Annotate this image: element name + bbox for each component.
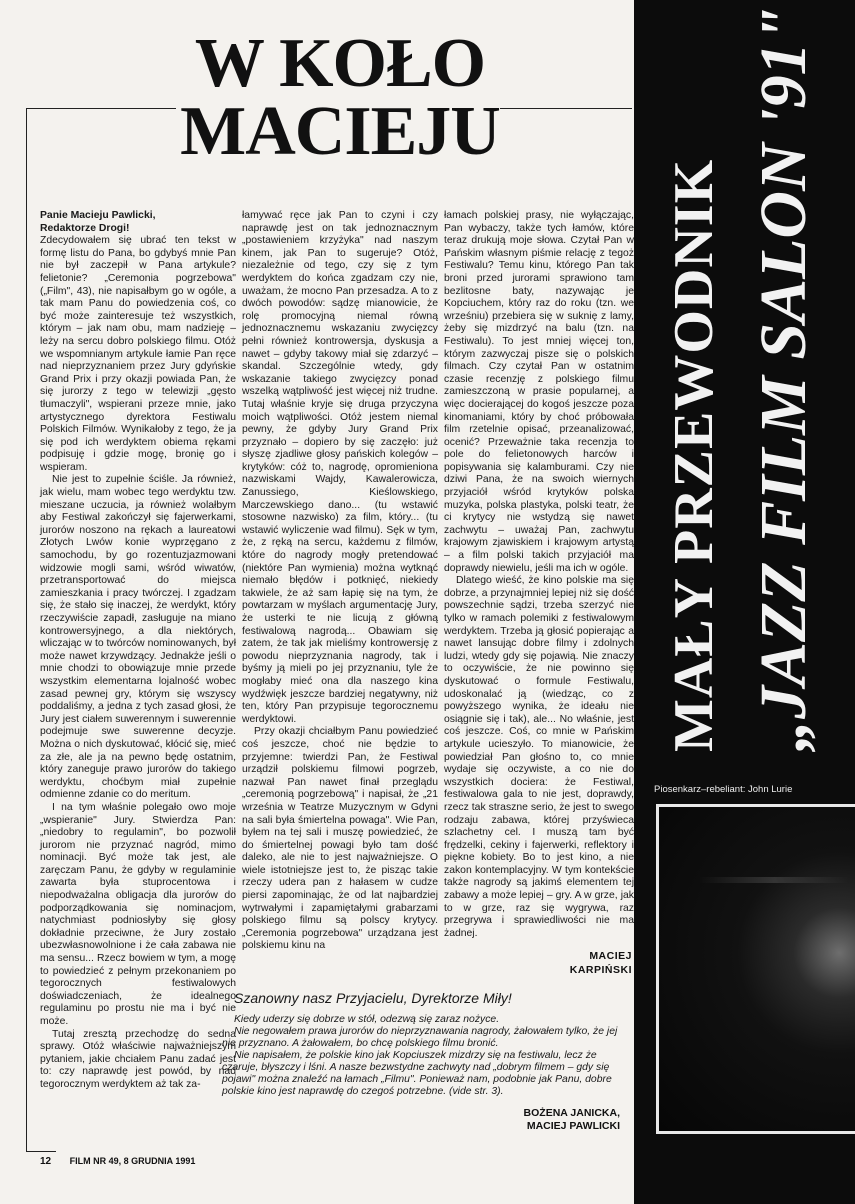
headline-line-2: MACIEJU	[180, 93, 500, 170]
paragraph: Tutaj zresztą przechodzę do sedna sprawy. Otóż właściwie najważniejszym pytaniem, jakie chciałem Panu zadać jest to: czy naprawdę jest powód, by nad tegorocznym werdyktem aż tak za-	[40, 1028, 236, 1090]
paragraph: Przy okazji chciałbym Panu powiedzieć coś jeszcze, choć nie będzie to przyjemne: twierdzi Pan, że Festiwal urządził polskiemu filmowi pogrzeb, nazwał Pan nawet finał przeglądu „ceremonią pogrzebową" i napisał, że „21 września w Teatrze Muzycznym w Gdyni na sali była śmiertelna powaga". Wie Pan, byłem na tej sali i muszę powiedzieć, że do śmiertelnej powagi było tam dość daleko, ale nie to jest najważniejsze. O wiele istotniejsze jest to, że pisząc takie rzeczy udera pan z hałasem w cudze piersi zapominając, że od lat najbardziej wytrwałymi i zapamiętałymi grabarzami polskiego filmu są polscy krytycy. „Ceremonia pogrzebowa" urządzana jest polskiemu kinu na	[242, 726, 438, 952]
signature-first-name: MACIEJ	[589, 950, 632, 962]
salutation-line-1: Panie Macieju Pawlicki,	[40, 210, 156, 221]
frame-rule-top-left	[26, 108, 176, 109]
editorial-reply	[222, 990, 622, 1098]
reply-signature-line-2: MACIEJ PAWLICKI	[526, 1120, 620, 1132]
letter-column-1	[40, 210, 236, 1092]
paragraph: łamach polskiej prasy, nie wyłączając, Pan wybaczy, także tych łamów, które teraz drukują moje słowa. Czytał Pan w Pańskim własnym piśmie relację z tegoż Festiwalu? Temu kinu, którego Pan tak broni przed jurorami sprawiono tam bezlitosne baty, nazywając je Kopciuchem, który raz do roku (tzn. we wrześniu) przebiera się w suknię z lamy, żeby się mizdrzyć na balu (tzn. na Festiwalu). To jest mniej więcej ton, którym zazwyczaj pisze się o polskich filmach. Czy czytał Pan w ostatnim czasie recenzję z polskiego filmu zamieszczoną w prasie popularnej, a więc docierającej do kogoś jeszcze poza kinomaniami, który by choć próbowała film rzetelnie opisać, przeanalizować, ocenić? Przeważnie taka recenzja to pole do felietonowych harców i popisywania się kalamburami. Czy nie dziwi Pana, że na swoich wiernych przyjaciół wśród krytyków polska muzyka, polska plastyka, polski teatr, że ci krytycy nie wstydzą się nawet zachwytu – uważaj Pan, zachwytu krajowym zjawiskiem i krajowym artystą – a film polski takich przyjaciół ma doprawdy niewielu, jeśli ma ich w ogóle.	[444, 210, 634, 574]
photo	[656, 804, 855, 1134]
letter-column-3	[444, 210, 634, 940]
side-title-line-1: MAŁY PRZEWODNIK	[663, 158, 725, 752]
article-headline	[170, 25, 510, 170]
issue-info: FILM NR 49, 8 GRUDNIA 1991	[69, 1156, 196, 1166]
paragraph: łamywać ręce jak Pan to czyni i czy naprawdę jest on tak jednoznacznym „postawieniem krzyżyka" nad naszym kinem, jak Pan to sugeruje? Otóż, niezależnie od tego, czy się z tym werdyktem do końca zgadzam czy nie, uważam, że mocno Pan przesadza. A to z dwóch powodów: sądzę mianowicie, że rolę promocyjną niemal równą jednoznacznemu wskazaniu zwycięzcy pełni również kontrowersja, dyskusja a nawet – gdyby takowy miał się zdarzyć – skandal. Szczególnie wtedy, gdy wskazanie takiego zwycięzcy ponad wszelką wątpliwość jest więcej niż trudne. Tutaj właśnie kryje się druga przyczyna moich wątpliwości. Otóż jestem niemal pewny, że gdyby Jury Grand Prix przyznało – dopiero by się zaczęło: już słyszę zjadliwe głosy pańskich kolegów – krytyków: cóż to, nagrodę, opromieniona nazwiskami Wajdy, Kawalerowicza, Zanussiego, Kieślowskiego, Marczewskiego dano... (tu wstawić stosowne nazwisko) za film, który... (tu wstawić wyliczenie wad filmu). Sęk w tym, że, z ręką na sercu, każdemu z filmów, które do nagrody mogły pretendować (niektóre Pan wymienia) można wytknąć niemało błędów i potknięć, niekiedy takwiele, że aż sam łapię się na tym, że powtarzam w myślach argumentację Jury, że usterki te nie licują z główną festiwalową nagrodą... Obawiam się zatem, że tak jak mieliśmy kontrowersję z powodu nieprzyznania nagrody, tak i byśmy ją mieli po jej przyznaniu, tyle że mogłaby mieć ona dla naszego kina wydźwięk jeszcze bardziej negatywny, niż ten, który Pan przypisuje tegorocznemu werdyktowi.	[242, 210, 438, 725]
reply-signature	[420, 1107, 620, 1133]
reply-paragraph: Nie napisałem, że polskie kino jak Kopciuszek mizdrzy się na festiwalu, lecz że czaruje, błyszczy i lśni. A nasze bezwstydne zachwyty nad „dobrym filmem – gdy się pojawi" można znaleźć na łamach „Filmu". Ponieważ nam, podobnie jak Panu, dobre polskie kino jest naprawdę do czegoś potrzebne. (vide str. 3).	[222, 1050, 612, 1097]
photo-highlight	[699, 877, 849, 883]
paragraph: Dlatego wieść, że kino polskie ma się dobrze, a przynajmniej lepiej niż się dość powszechnie sądzi, trzeba szerzyć nie tylko w ramach polemiki z festiwalowym werdyktem. Trzeba ją głosić popierając a nawet lansując dobre filmy i zdolnych ludzi, wtedy gdy się pojawią. Nie znaczy to oczywiście, że nie powinno się dyskutować o formule Festiwalu, udoskonalać ją (wiedząc, co z powyższego wynika, że ideału nie osiągnie się i tak), ale... No właśnie, jest coś jeszcze. Coś, co mnie w Pańskim artykule ucieszyło. To mianowicie, że powiedział Pan głośno to, co mnie wydaje się oczywiste, a co nie do wszystkich dociera: że Festiwal, festiwalowa gala to nie jest, doprawdy, rzecz tak straszne serio, że jest to swego rodzaju zabawa, której przyświeca szlachetny cel. I muszą tam być frędzelki, cekiny i fajerwerki, reflektory i piękne kobiety. Bo to jest kino, a nie zakon kontemplacyjny. W tym kontekście także nagrody są jakimś elementem tej zabawy a może lepiej – gry. A w grze, jak to w grze, raz się wygrywa, raz przegrywa i sprawiedliwości nie ma żadnej.	[444, 575, 634, 939]
paragraph: Nie jest to zupełnie ściśle. Ja również, jak wielu, mam wobec tego werdyktu tzw. mieszane uczucia, ja również wolałbym aby Festiwal zakończył się fajerwerkami, jurorów noszono na rękach a laureatowi Złotych Lwów konie wyprzęgano z samochodu, by go rozentuzjazmowani widzowie mogli sami, wśród wiwatów, przetransportować do miejsca zamieszkania i pracy twórczej. I zgadzam się, że stało się inaczej, że werdykt, który rzeczywiście zapadł, zasługuje na miano kontrowersyjnego, a dla niektórych, wliczając w to twórców nominowanych, był może nawet krzywdzący. Jednakże jeśli o mnie chodzi to obowiązuje mnie przede wszystkim elementarna lojalność wobec zasad pewnej gry, którym się wszyscy poddaliśmy, a jedna z tych zasad głosi, że Jury jest ciałem suwerennym i suwerennie podejmuje swe suwerenne decyzje. Można o nich dyskutować, kłócić się, mieć za złe, ale ja na pewno będę ostatnim, który zaneguje prawo jurorów do takiego werdyktu, choćbym miał zupełnie odmienne zdanie co do meritum.	[40, 474, 236, 801]
headline-line-1: W KOŁO	[194, 25, 486, 102]
reply-heading: Szanowny nasz Przyjacielu, Dyrektorze Miły!	[234, 990, 512, 1006]
frame-rule-top-right	[500, 108, 632, 109]
page-number: 12	[40, 1156, 52, 1167]
page-footer	[40, 1156, 195, 1167]
frame-rule-left	[26, 108, 27, 1151]
salutation-line-2: Redaktorze Drogi!	[40, 222, 130, 234]
reply-paragraph: Nie negowałem prawa jurorów do nieprzyznawania nagrody, żałowałem tylko, że jej nie przyznano. A żałowałem, bo chcę polskiego filmu bronić.	[222, 1026, 618, 1049]
letter-signature	[540, 949, 632, 977]
side-panel	[634, 0, 855, 1204]
letter-column-2	[242, 210, 438, 953]
reply-paragraph: Kiedy uderzy się dobrze w stół, odezwą się zaraz nożyce.	[234, 1014, 500, 1025]
photo-caption: Piosenkarz–rebeliant: John Lurie	[654, 784, 793, 795]
frame-rule-bottom	[26, 1151, 56, 1152]
side-title-line-2: „JAZZ FILM SALON '91"	[747, 5, 820, 752]
paragraph: Zdecydowałem się ubrać ten tekst w formę listu do Pana, bo gdybyś mnie Pan nie był zaczepił w Pana artykule? felietonie? „Ceremonia pogrzebowa" („Film", 43), nie napisałbym go w ogóle, a tak mam Panu do powiedzenia coś, co być może zainteresuje też wszystkich, którym – jak nam obu, mam nadzieję – leży na sercu dobro polskiego filmu. Otóż we wspomnianym artykule łamie Pan ręce nad nieprzyznaniem przez Jury gdyńskie Grand Prix i przy okazji powiada Pan, że się jurorzy z tego w telewizji „gęsto tłumaczyli", wspierani przeze mnie, jako artystycznego dyrektora Festiwalu Polskich Filmów. Wynikałoby z tego, że ja się pod ich werdyktem obiema rękami podpisuję i gdzie mogę, bronię go i wspieram.	[40, 235, 236, 473]
signature-last-name: KARPIŃSKI	[569, 964, 632, 976]
reply-signature-line-1: BOŻENA JANICKA,	[523, 1107, 620, 1119]
side-title-block	[634, 0, 855, 780]
photo-image	[659, 807, 855, 1131]
paragraph: I na tym właśnie polegało owo moje „wspieranie" Jury. Stwierdza Pan: „niedobry to regulamin", bo pozwolił jurorom nie przyznać nagród, mimo nominacji. Być może tak jest, ale zaręczam Panu, że gdyby w regulaminie zawarta była stuprocentowa i niepodważalna obligacja dla jurorów do podporządkowania się nominacjom, natychmiast podniosłyby się głosy dokładnie przeciwne, że Jury zostało ubezwłasnowolnione i że cała zabawa nie ma sensu... Rzecz bowiem w tym, a mogę to powiedzieć z pełnym przekonaniem po tegorocznych festiwalowych doświadczeniach, że idealnego regulaminu po prostu nie ma i być nie może.	[40, 801, 236, 1027]
